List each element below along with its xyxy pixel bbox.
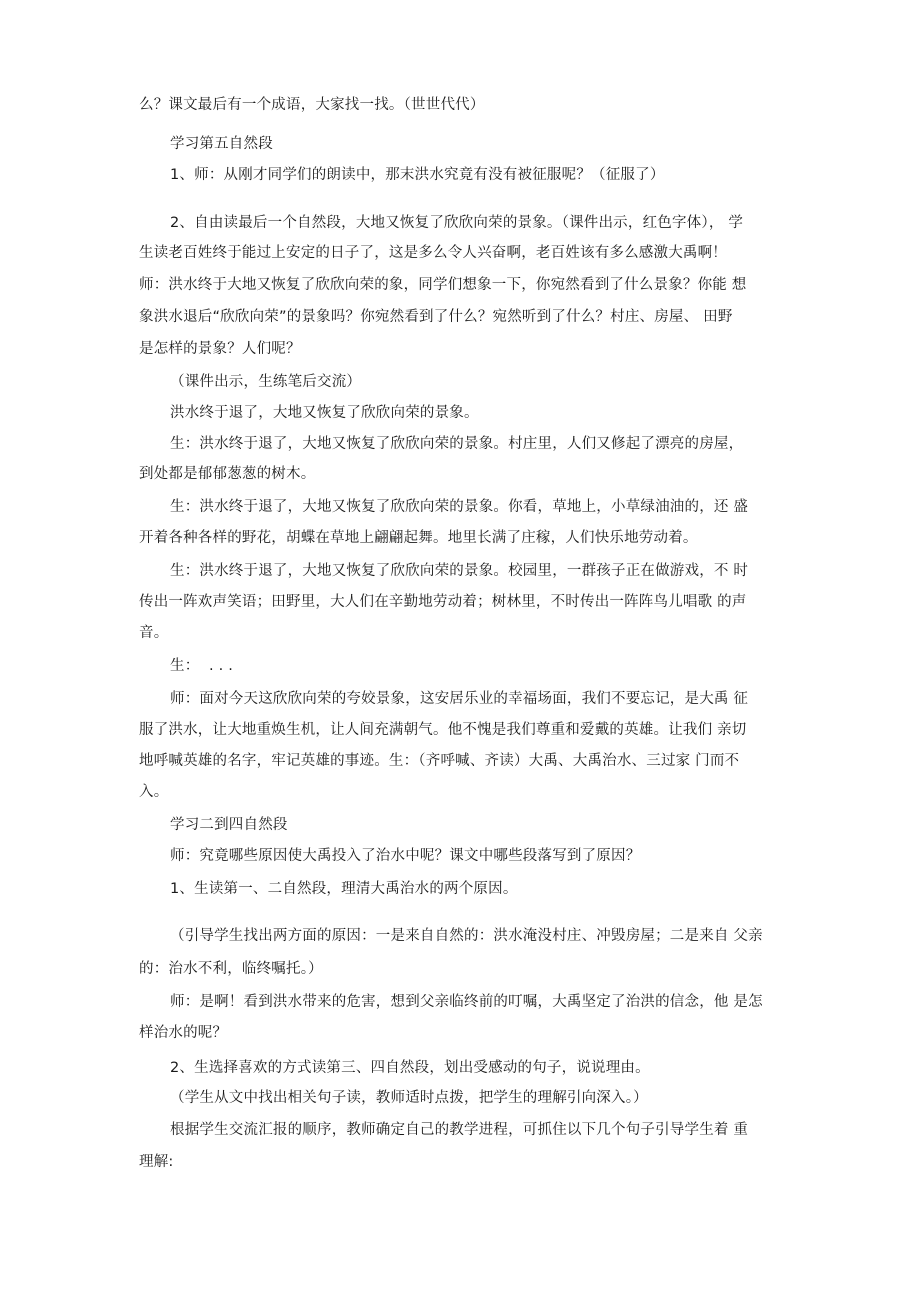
text-line: （学生从文中找出相关句子读，教师适时点拨，把学生的理解引向深入。） bbox=[170, 1090, 648, 1106]
text-line: 服了洪水，让大地重焕生机，让人间充满朝气。他不愧是我们尊重和爱戴的英雄。让我们 亲切 bbox=[139, 722, 747, 738]
text-line: 师：是啊！看到洪水带来的危害，想到父亲临终前的叮嘱，大禹坚定了治洪的信念，他 是怎 bbox=[170, 994, 763, 1010]
text-line: 传出一阵欢声笑语；田野里，大人们在辛勤地劳动着；树林里，不时传出一阵阵鸟儿唱歌 的声 bbox=[139, 594, 747, 610]
text-line: 音。 bbox=[139, 625, 169, 641]
text-line: 生读老百姓终于能过上安定的日子了，这是多么令人兴奋啊，老百姓该有多么感激大禹啊！ bbox=[139, 245, 727, 261]
text-line: 样治水的呢？ bbox=[139, 1025, 228, 1041]
text-line: （课件出示，生练笔后交流） bbox=[170, 374, 362, 390]
text-line: 么？课文最后有一个成语，大家找一找。（世世代代） bbox=[139, 97, 485, 113]
text-line: 开着各种各样的野花，胡蝶在草地上翩翩起舞。地里长满了庄稼，人们快乐地劳动着。 bbox=[139, 530, 698, 546]
text-line: 根据学生交流汇报的顺序，教师确定自己的教学进程，可抓住以下几个句子引导学生着 重 bbox=[170, 1122, 749, 1138]
text-line: 的：治水不利，临终嘱托。） bbox=[139, 961, 323, 977]
text-line: 1、生读第一、二自然段，理清大禹治水的两个原因。 bbox=[170, 881, 518, 897]
text-line: 生：洪水终于退了，大地又恢复了欣欣向荣的景象。校园里，一群孩子正在做游戏，不 时 bbox=[170, 563, 749, 579]
text-line: 生：洪水终于退了，大地又恢复了欣欣向荣的景象。村庄里，人们又修起了漂亮的房屋， bbox=[170, 436, 744, 452]
text-line: 生： . . . bbox=[170, 658, 234, 674]
text-line: 洪水终于退了，大地又恢复了欣欣向荣的景象。 bbox=[170, 405, 479, 421]
section-heading: 学习二到四自然段 bbox=[170, 817, 288, 833]
text-line: 到处都是郁郁葱葱的树木。 bbox=[139, 466, 316, 482]
text-line: 理解: bbox=[139, 1154, 174, 1170]
text-line: （引导学生找出两方面的原因：一是来自自然的：洪水淹没村庄、冲毁房屋；二是来自 父亲 bbox=[170, 928, 763, 944]
text-line: 2、自由读最后一个自然段，大地又恢复了欣欣向荣的景象。（课件出示，红色字体）， 学 bbox=[170, 215, 744, 231]
text-line: 1、师：从刚才同学们的朗读中，那末洪水究竟有没有被征服呢？（征服了） bbox=[170, 167, 665, 183]
text-line: 2、生选择喜欢的方式读第三、四自然段，划出受感动的句子，说说理由。 bbox=[170, 1060, 650, 1076]
text-line: 师：洪水终于大地又恢复了欣欣向荣的象，同学们想象一下，你宛然看到了什么景象？你能 想 bbox=[139, 277, 747, 293]
text-line: 师：面对今天这欣欣向荣的夸姣景象，这安居乐业的幸福场面，我们不要忘记，是大禹 征 bbox=[170, 691, 749, 707]
text-line: 象洪水退后“欣欣向荣”的景象吗？你宛然看到了什么？宛然听到了什么？村庄、房屋、 田野 bbox=[139, 309, 733, 325]
text-line: 地呼喊英雄的名字，牢记英雄的事迹。生：（齐呼喊、齐读）大禹、大禹治水、三过家 门而不 bbox=[139, 753, 740, 769]
text-line: 生：洪水终于退了，大地又恢复了欣欣向荣的景象。你看，草地上，小草绿油油的，还 盛 bbox=[170, 499, 749, 515]
section-heading: 学习第五自然段 bbox=[170, 136, 273, 152]
text-line: 是怎样的景象？人们呢？ bbox=[139, 341, 301, 357]
text-line: 入。 bbox=[139, 784, 169, 800]
text-line: 师：究竟哪些原因使大禹投入了治水中呢？课文中哪些段落写到了原因？ bbox=[170, 848, 641, 864]
